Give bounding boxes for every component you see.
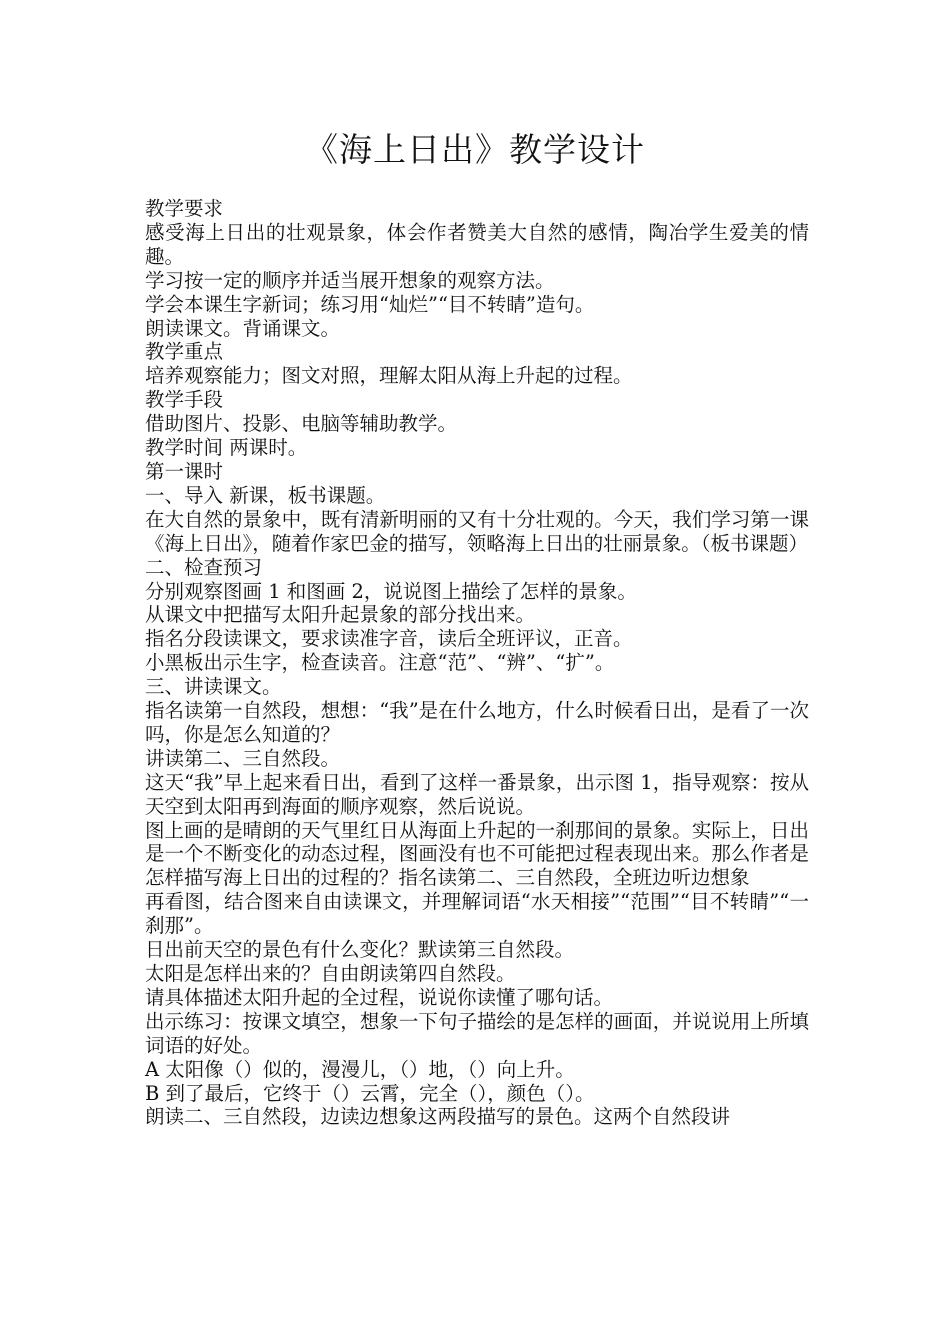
paragraph: 再看图，结合图来自由读课文，并理解词语“水天相接”“范围”“目不转睛”“一刹那”。 [145,890,809,938]
paragraph: 请具体描述太阳升起的全过程，说说你读懂了哪句话。 [145,985,614,1009]
paragraph: 讲读第二、三自然段。 [145,746,341,770]
paragraph: 太阳是怎样出来的？自由朗读第四自然段。 [145,962,516,985]
paragraph: 分别观察图画 1 和图画 2，说说图上描绘了怎样的景象。 [145,579,637,603]
section-heading: 教学手段 [145,388,224,412]
exercise-item: A 太阳像（）似的，漫漫儿，（）地，（）向上升。 [145,1057,575,1081]
paragraph: 图上画的是晴朗的天气里红日从海面上升起的一刹那间的景象。实际上，日出是一个不断变化的动态过程，图画没有也不可能把过程表现出来。那么作者是怎样描写海上日出的过程的？指名读第二、三自然段，全班边听边想象 [145,818,809,890]
paragraph: 感受海上日出的壮观景象，体会作者赞美大自然的感情，陶冶学生爱美的情趣。 [145,220,809,268]
document-body [145,197,809,1129]
paragraph: 借助图片、投影、电脑等辅助教学。 [145,412,458,436]
paragraph: 小黑板出示生字，检查读音。注意“范”、“辨”、“扩”。 [145,651,615,675]
exercise-item: B 到了最后，它终于（）云霄，完全（），颜色（）。 [145,1081,595,1105]
paragraph: 学会本课生字新词；练习用“灿烂”“目不转睛”造句。 [145,292,595,316]
section-heading: 第一课时 [145,459,224,483]
paragraph: 日出前天空的景色有什么变化？默读第三自然段。 [145,938,575,962]
paragraph: 指名读第一自然段，想想：“我”是在什么地方，什么时候看日出，是看了一次吗，你是怎么知道的？ [145,699,809,746]
paragraph: 二、检查预习 [145,555,263,579]
paragraph: 在大自然的景象中，既有清新明丽的又有十分壮观的。今天，我们学习第一课《海上日出》，随着作家巴金的描写，领略海上日出的壮丽景象。（板书课题） [145,507,809,555]
section-heading: 教学重点 [145,340,224,364]
paragraph: 指名分段读课文，要求读准字音，读后全班评议，正音。 [145,627,633,651]
paragraph: 朗读课文。背诵课文。 [145,316,341,340]
paragraph: 三、讲读课文。 [145,675,282,699]
paragraph: 朗读二、三自然段，边读边想象这两段描写的景色。这两个自然段讲 [145,1105,731,1129]
paragraph: 教学时间 两课时。 [145,436,308,460]
document-title: 《海上日出》教学设计 [305,130,645,169]
paragraph: 学习按一定的顺序并适当展开想象的观察方法。 [145,268,555,292]
section-heading: 教学要求 [145,197,224,220]
paragraph: 从课文中把描写太阳升起景象的部分找出来。 [145,603,536,627]
paragraph: 一、导入 新课，板书课题。 [145,483,386,507]
paragraph: 出示练习：按课文填空，想象一下句子描绘的是怎样的画面，并说说用上所填词语的好处。 [145,1009,809,1057]
paragraph: 培养观察能力；图文对照，理解太阳从海上升起的过程。 [145,364,633,388]
paragraph: 这天“我”早上起来看日出，看到了这样一番景象，出示图 1，指导观察：按从天空到太阳再到海面的顺序观察，然后说说。 [145,770,809,818]
